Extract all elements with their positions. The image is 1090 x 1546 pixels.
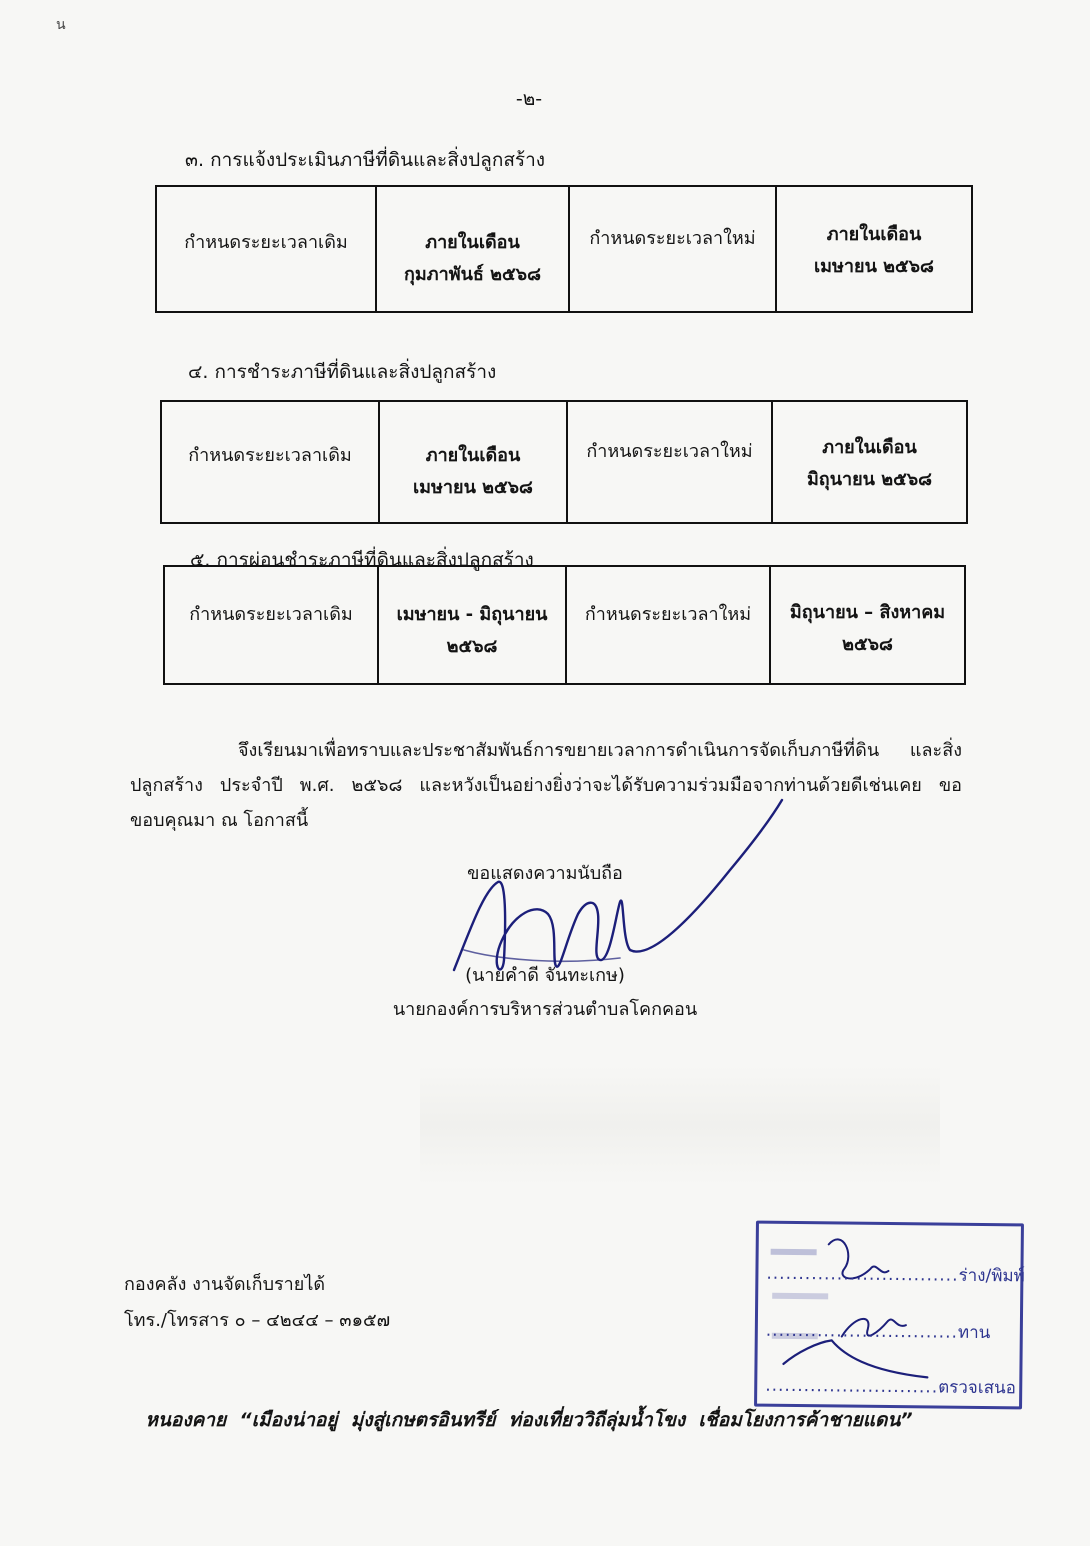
old-schedule-value: ภายในเดือน กุมภาพันธ์ ๒๕๖๘ <box>376 186 569 312</box>
corner-mark: น <box>56 17 66 33</box>
schedule-table <box>160 400 968 524</box>
old-schedule-label: กำหนดระยะเวลาเดิม <box>164 566 378 684</box>
stamp-row-drafted: ..............................ร่าง/พิมพ์ <box>766 1263 1025 1287</box>
schedule-table <box>163 565 966 685</box>
department-phone: โทร./โทรสาร ๐ – ๔๒๔๔ – ๓๑๕๗ <box>124 1310 391 1331</box>
body-paragraph: จึงเรียนมาเพื่อทราบและประชาสัมพันธ์การขยายเวลาการดำเนินการจัดเก็บภาษีที่ดิน และสิ่งปลูกสร้าง ประจำปี พ.ศ. ๒๕๖๘ และหวังเป็นอย่างยิ่งว่าจะได้รับความร่วมมือจากท่านด้วยดีเช่นเคย ขอขอบคุณมา ณ โอกาสนี้ <box>130 740 962 831</box>
routing-stamp <box>754 1221 1024 1410</box>
department-info <box>124 1267 390 1339</box>
schedule-table <box>155 185 973 313</box>
stamp-row-proposed: ...........................ตรวจเสนอ <box>765 1375 1016 1399</box>
page-number: -๒- <box>515 88 543 110</box>
section-heading: ๕. การผ่อนชำระภาษีที่ดินและสิ่งปลูกสร้าง <box>190 549 534 571</box>
old-schedule-label: กำหนดระยะเวลาเดิม <box>156 186 376 312</box>
new-schedule-value: ภายในเดือน มิถุนายน ๒๕๖๘ <box>772 401 967 523</box>
new-schedule-value: มิถุนายน – สิงหาคม ๒๕๖๘ <box>770 566 965 684</box>
old-schedule-value: เมษายน - มิถุนายน ๒๕๖๘ <box>378 566 566 684</box>
department-name: กองคลัง งานจัดเก็บรายได้ <box>124 1274 326 1295</box>
closing-salutation: ขอแสดงความนับถือ <box>467 863 623 884</box>
new-schedule-label: กำหนดระยะเวลาใหม่ <box>567 401 772 523</box>
new-schedule-value: ภายในเดือน เมษายน ๒๕๖๘ <box>776 186 972 312</box>
scan-smudge <box>420 1065 940 1185</box>
signer-name: (นายคำดี จันทะเกษ) <box>465 965 625 986</box>
old-schedule-label: กำหนดระยะเวลาเดิม <box>161 401 379 523</box>
signer-title: นายกองค์การบริหารส่วนตำบลโคกคอน <box>392 999 698 1020</box>
section-heading: ๔. การชำระภาษีที่ดินและสิ่งปลูกสร้าง <box>188 361 497 383</box>
stamp-row-checked: ..............................ทาน <box>765 1320 991 1344</box>
section-heading: ๓. การแจ้งประเมินภาษีที่ดินและสิ่งปลูกสร้าง <box>185 149 546 171</box>
new-schedule-label: กำหนดระยะเวลาใหม่ <box>566 566 770 684</box>
footer-slogan: หนองคาย “เมืองน่าอยู่ มุ่งสู่เกษตรอินทรีย์ ท่องเที่ยววิถีลุ่มน้ำโขง เชื่อมโยงการค้าชายแดน” <box>145 1409 913 1431</box>
new-schedule-label: กำหนดระยะเวลาใหม่ <box>569 186 776 312</box>
old-schedule-value: ภายในเดือน เมษายน ๒๕๖๘ <box>379 401 567 523</box>
